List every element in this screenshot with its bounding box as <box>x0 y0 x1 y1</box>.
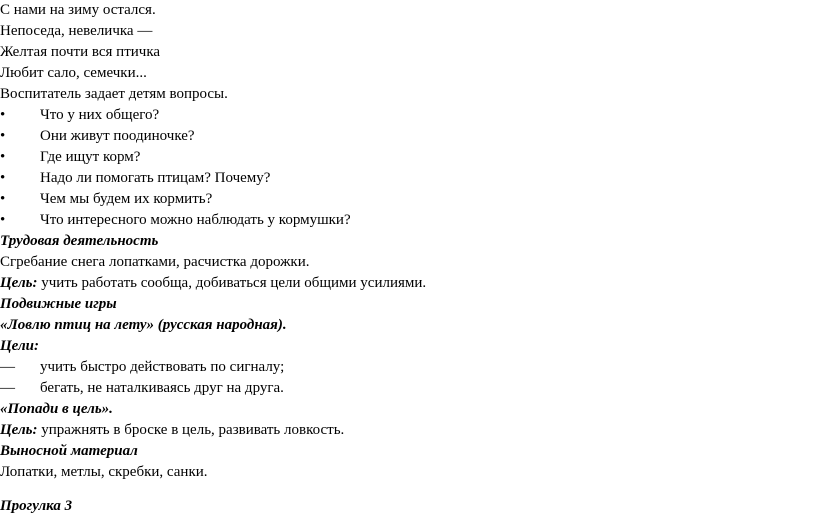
game1-goal-text: бегать, не наталкиваясь друг на друга. <box>40 380 284 396</box>
bullet-icon: • <box>0 212 6 228</box>
question-item <box>0 147 140 168</box>
game1-goal-item <box>0 378 284 399</box>
games-heading: Подвижные игры <box>0 296 117 312</box>
game1-goals-label: Цели: <box>0 338 39 354</box>
question-text: Что у них общего? <box>40 107 160 123</box>
question-item <box>0 126 195 147</box>
question-item <box>0 210 351 231</box>
poem-line: С нами на зиму остался. <box>0 2 156 18</box>
bullet-icon: • <box>0 149 6 165</box>
next-walk-heading: Прогулка 3 <box>0 498 73 514</box>
labor-goal-text: учить работать сообща, добиваться цели общими усилиями. <box>37 275 427 291</box>
dash-icon: — <box>0 359 15 375</box>
bullet-icon: • <box>0 107 6 123</box>
game1-title: «Ловлю птиц на лету» (русская народная). <box>0 317 287 333</box>
question-text: Где ищут корм? <box>40 149 141 165</box>
game2-title: «Попади в цель». <box>0 401 113 417</box>
game2-goal <box>0 420 344 441</box>
bullet-icon: • <box>0 170 6 186</box>
question-text: Что интересного можно наблюдать у кормушки? <box>40 212 351 228</box>
bullet-icon: • <box>0 191 6 207</box>
game1-goal-item <box>0 357 284 378</box>
question-item <box>0 189 212 210</box>
questions-intro: Воспитатель задает детям вопросы. <box>0 86 228 102</box>
labor-heading: Трудовая деятельность <box>0 233 159 249</box>
question-text: Чем мы будем их кормить? <box>40 191 213 207</box>
labor-goal-label: Цель: <box>0 275 38 291</box>
game2-goal-label: Цель: <box>0 422 38 438</box>
poem-line: Желтая почти вся птичка <box>0 44 161 60</box>
poem-line: Непоседа, невеличка — <box>0 23 153 39</box>
bullet-icon: • <box>0 128 6 144</box>
poem-line: Любит сало, семечки... <box>0 65 147 81</box>
materials-heading: Выносной материал <box>0 443 138 459</box>
question-text: Надо ли помогать птицам? Почему? <box>40 170 271 186</box>
labor-text: Сгребание снега лопатками, расчистка дорожки. <box>0 254 310 270</box>
dash-icon: — <box>0 380 15 396</box>
labor-goal <box>0 273 426 294</box>
question-item <box>0 168 270 189</box>
question-text: Они живут поодиночке? <box>40 128 195 144</box>
question-item <box>0 105 159 126</box>
game2-goal-text: упражнять в броске в цель, развивать ловкость. <box>37 422 345 438</box>
game1-goal-text: учить быстро действовать по сигналу; <box>40 359 285 375</box>
materials-text: Лопатки, метлы, скребки, санки. <box>0 464 208 480</box>
